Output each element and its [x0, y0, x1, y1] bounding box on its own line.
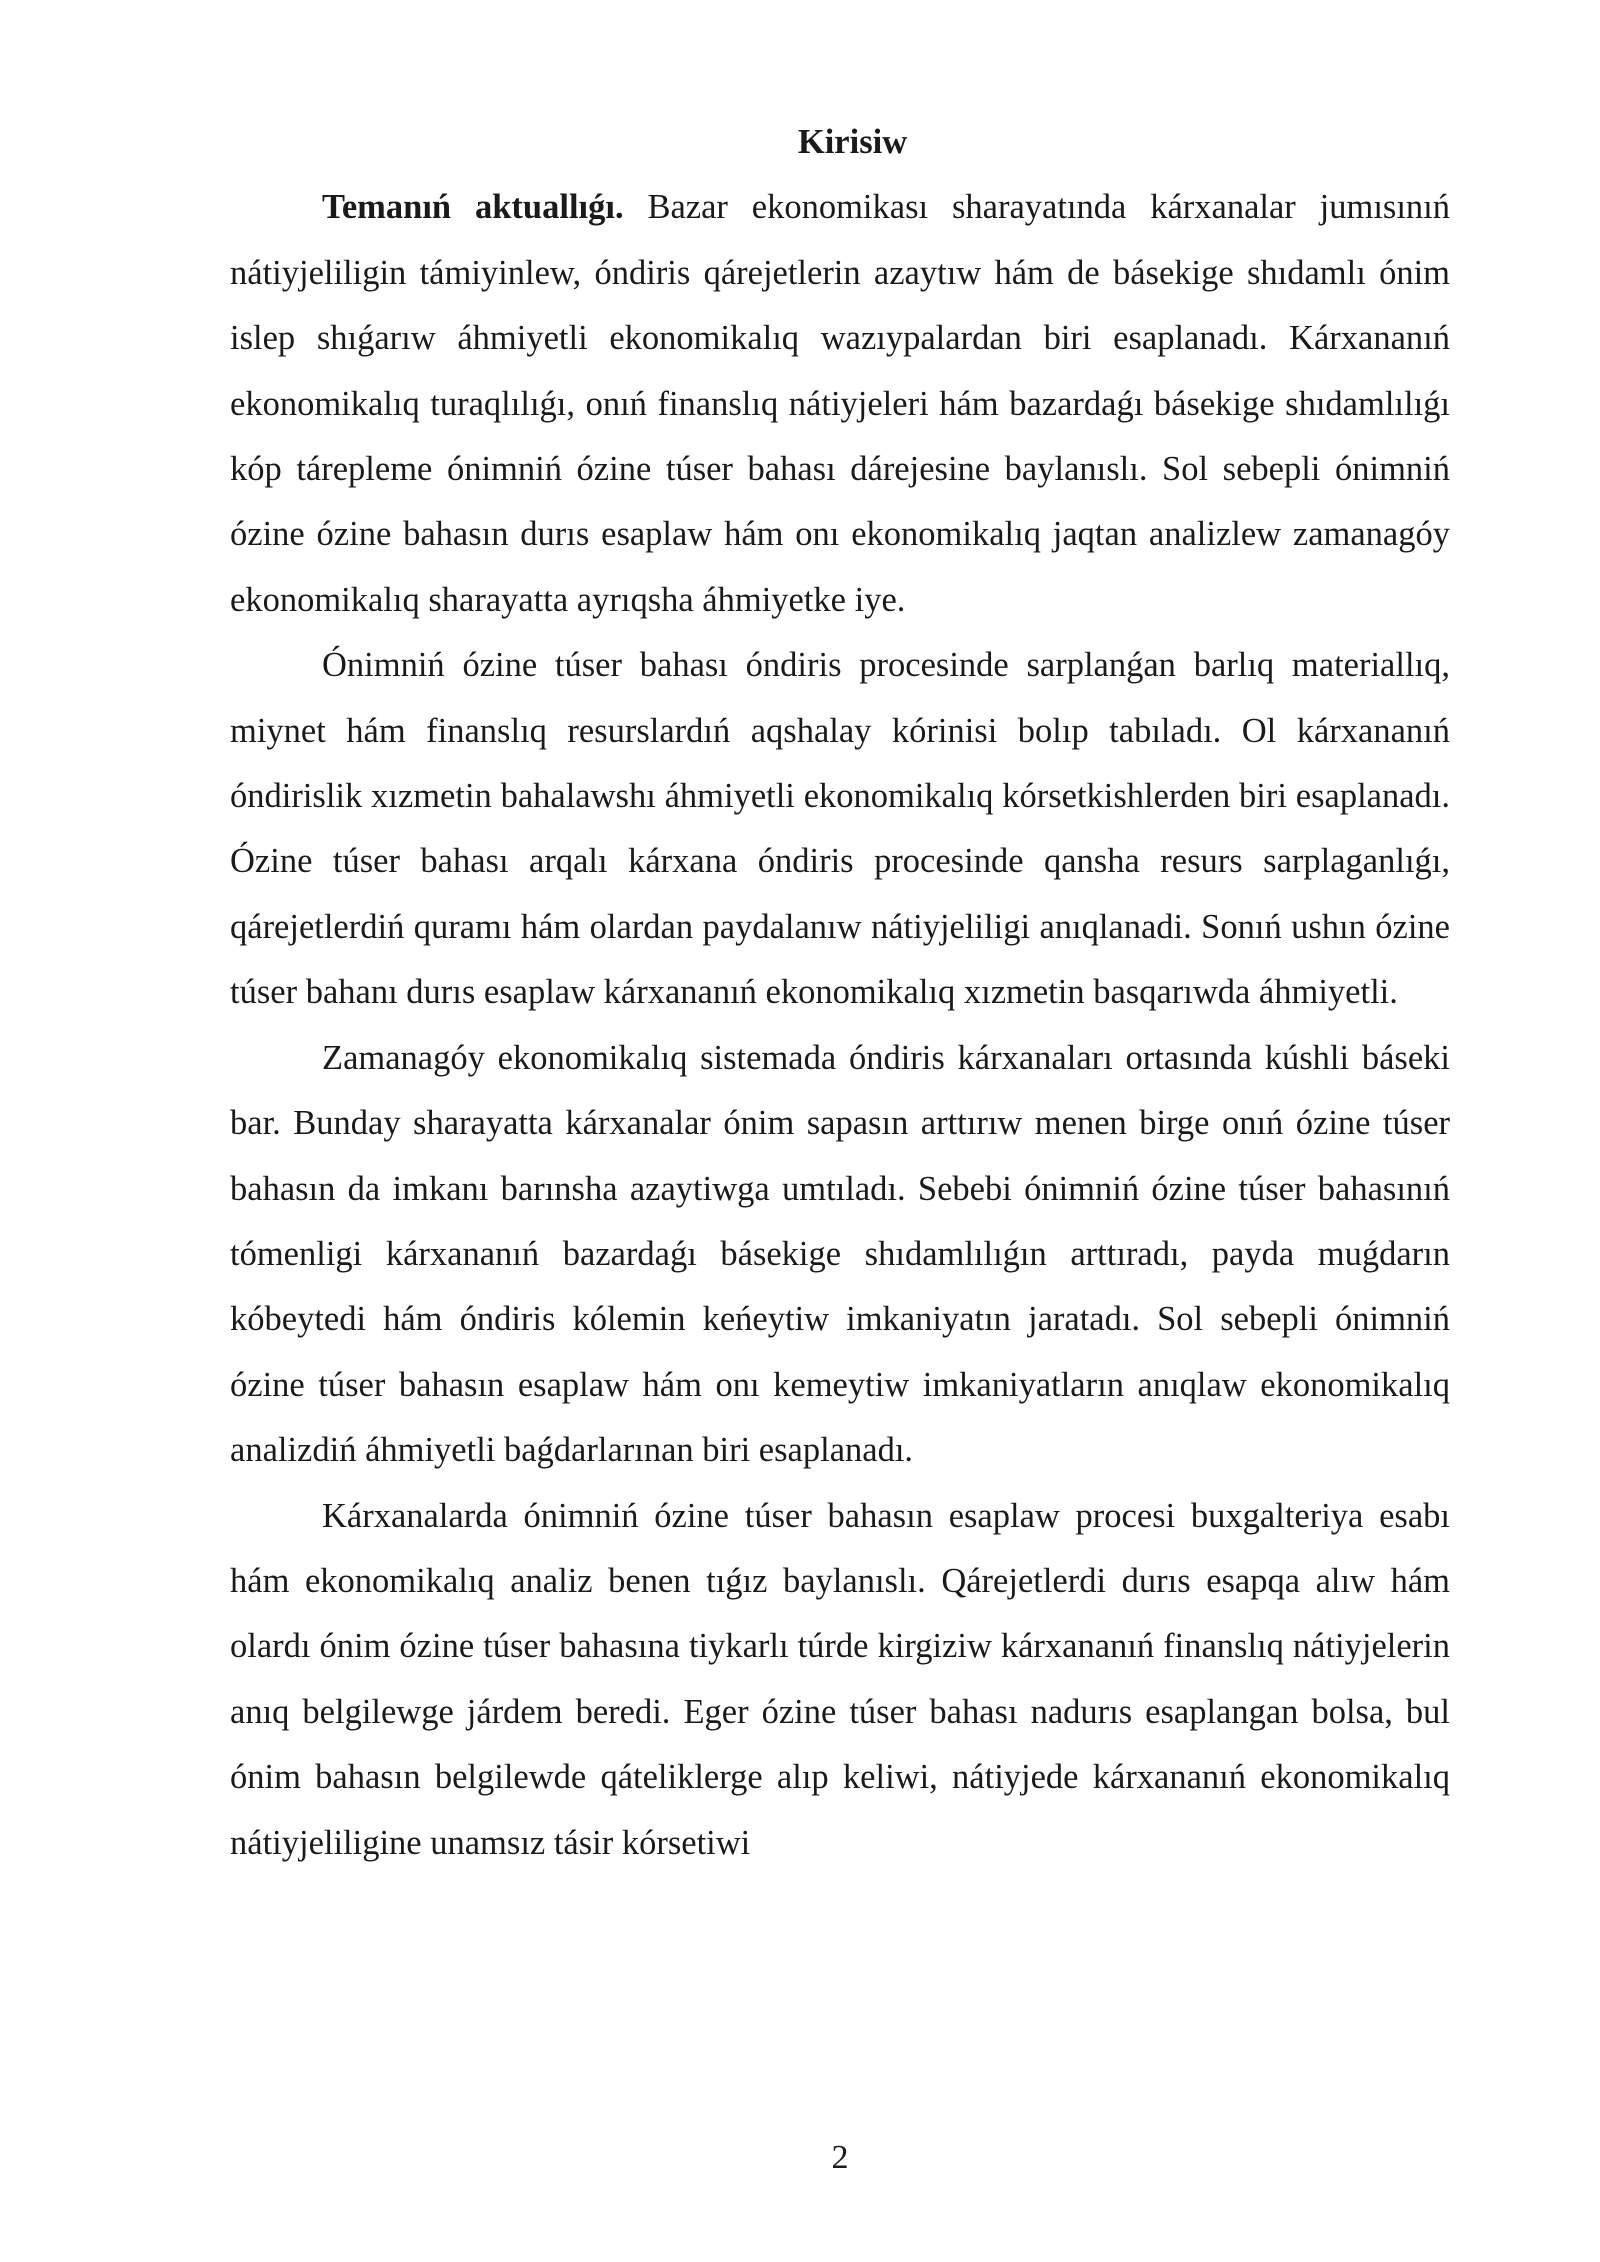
- paragraph-3: [230, 1026, 1450, 1484]
- page-title: Kirisiw: [797, 123, 908, 161]
- page-number: 2: [831, 2139, 849, 2176]
- paragraph-lead: Temanıń aktuallıǵı.: [322, 188, 624, 227]
- paragraph-text: Kárxanalarda ónimniń ózine túser bahasın esaplaw procesi buxgalteriya esabı hám ekonomikalıq analiz benen tıǵız baylanıslı. Qárejetlerdi durıs esapqa alıw hám olardı ónim ózine túser bahasına tiykarlı túrde kirgiziw kárxananıń finanslıq nátiyjelerin anıq belgilewge járdem beredi. Eger ózine túser bahası nadurıs esaplangan bolsa, bul ónim bahasın belgilewde qáteliklerge alıp keliwi, nátiyjede kárxananıń ekonomikalıq nátiyjeliligine unamsız tásir kórsetiwi: [230, 1496, 1450, 1862]
- paragraph-2: [230, 633, 1450, 1025]
- page-body: [230, 110, 1450, 1876]
- paragraph-4: [230, 1484, 1450, 1876]
- paragraph-1: [230, 175, 1450, 633]
- paragraph-text: Zamanagóy ekonomikalıq sistemada óndiris kárxanaları ortasında kúshli báseki bar. Bunday sharayatta kárxanalar ónim sapasın arttırıw menen birge onıń ózine túser bahasın da imkanı barınsha azaytiwga umtıladı. Sebebi ónimniń ózine túser bahasınıń tómenligi kárxananıń bazardaǵı básekige shıdamlılıǵın arttıradı, payda muǵdarın kóbeytedi hám óndiris kólemin keńeytiw imkaniyatın jaratadı. Sol sebepli ónimniń ózine túser bahasın esaplaw hám onı kemeytiw imkaniyatların anıqlaw ekonomikalıq analizdiń áhmiyetli baǵdarlarınan biri esaplanadı.: [230, 1038, 1450, 1470]
- paragraph-text: Bazar ekonomikası sharayatında kárxanalar jumısınıń nátiyjeliligin támiyinlew, óndiris qárejetlerin azaytıw hám de básekige shıdamlı ónim islep shıǵarıw áhmiyetli ekonomikalıq wazıypalardan biri esaplanadı. Kárxananıń ekonomikalıq turaqlılıǵı, onıń finanslıq nátiyjeleri hám bazardaǵı básekige shıdamlılıǵı kóp tárepleme ónimniń ózine túser bahası dárejesine baylanıslı. Sol sebepli ónimniń ózine ózine bahasın durıs esaplaw hám onı ekonomikalıq jaqtan analizlew zamanagóy ekonomikalıq sharayatta ayrıqsha áhmiyetke iye.: [230, 188, 1451, 619]
- paragraph-text: Ónimniń ózine túser bahası óndiris procesinde sarplanǵan barlıq materiallıq, miynet hám finanslıq resurslardıń aqshalay kórinisi bolıp tabıladı. Ol kárxananıń óndirislik xızmetin bahalawshı áhmiyetli ekonomikalıq kórsetkishlerden biri esaplanadı. Ózine túser bahası arqalı kárxana óndiris procesinde qansha resurs sarplaganlıǵı, qárejetlerdiń quramı hám olardan paydalanıw nátiyjeliligi anıqlanadi. Sonıń ushın ózine túser bahanı durıs esaplaw kárxananıń ekonomikalıq xızmetin basqarıwda áhmiyetli.: [230, 646, 1450, 1012]
